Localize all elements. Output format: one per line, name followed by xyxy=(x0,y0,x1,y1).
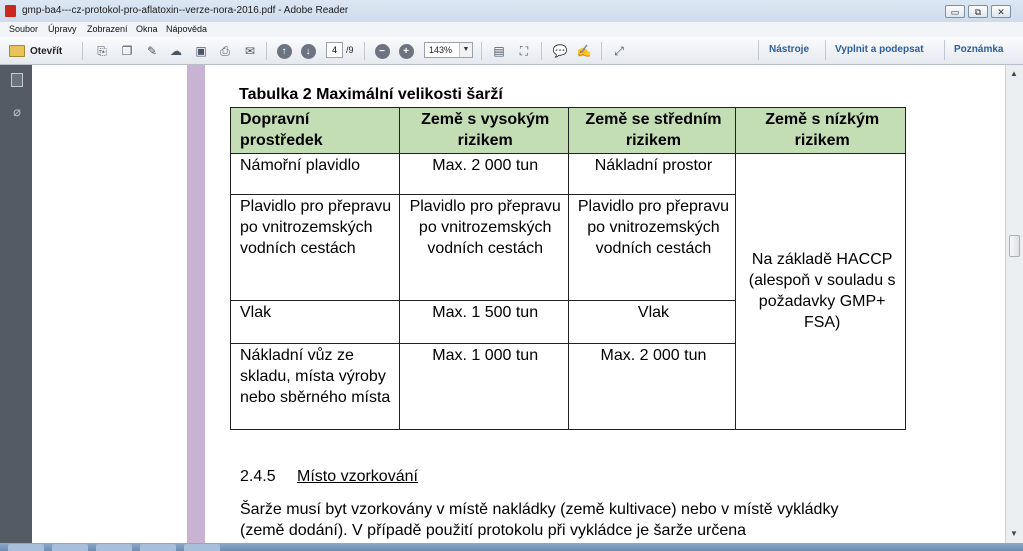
menu-soubor[interactable]: Soubor xyxy=(9,24,39,34)
prev-page-icon: ↑ xyxy=(277,44,292,59)
open-label: Otevřít xyxy=(30,45,63,57)
highlight-button[interactable] xyxy=(574,41,594,61)
table-cell: Max. 1 000 tun xyxy=(399,344,568,430)
table-cell-low-risk: Na základě HACCP (alespoň v souladu s požadavky GMP+ FSA) xyxy=(736,154,906,430)
batch-size-table xyxy=(230,107,906,430)
fit-page-icon: ▤ xyxy=(493,44,505,58)
email-icon: ✉ xyxy=(244,44,256,58)
folder-icon xyxy=(9,45,25,57)
window-titlebar xyxy=(0,0,1023,22)
toolbar-divider xyxy=(364,42,365,60)
edit-icon: ✎ xyxy=(146,44,158,58)
cloud-upload-button[interactable] xyxy=(166,41,186,61)
page-total: /9 xyxy=(346,45,354,55)
create-pdf-button[interactable] xyxy=(92,41,112,61)
toolbar-divider xyxy=(481,42,482,60)
navigation-pane xyxy=(0,65,32,551)
print-button[interactable] xyxy=(215,41,235,61)
table-cell: Námořní plavidlo xyxy=(231,154,400,195)
comment-icon: 💬 xyxy=(552,44,568,58)
taskbar-item[interactable] xyxy=(96,544,132,551)
table-cell: Plavidlo pro přepravu po vnitrozemských vodních cestách xyxy=(399,195,568,301)
scroll-down-icon[interactable]: ▼ xyxy=(1010,529,1018,538)
vertical-scrollbar[interactable] xyxy=(1005,65,1023,543)
toolbar-divider xyxy=(266,42,267,60)
table-cell: Nákladní vůz ze skladu, místa výroby nebo sběrného místa xyxy=(231,344,400,430)
page-number-input[interactable] xyxy=(326,42,343,58)
table-header-cell: Země s nízkým rizikem xyxy=(736,108,906,154)
document-view[interactable] xyxy=(32,65,1005,543)
table-cell: Plavidlo pro přepravu po vnitrozemských vodních cestách xyxy=(568,195,736,301)
cloud-upload-icon: ☁ xyxy=(170,44,182,58)
app-pdf-icon xyxy=(5,5,16,17)
email-button[interactable] xyxy=(240,41,260,61)
next-page-icon: ↓ xyxy=(301,44,316,59)
table-header-cell: Dopravní prostředek xyxy=(231,108,400,154)
attachments-icon[interactable]: ⌀ xyxy=(13,104,21,119)
window-title: gmp-ba4---cz-protokol-pro-aflatoxin--verze-nora-2016.pdf - Adobe Reader xyxy=(22,5,349,16)
table-cell: Plavidlo pro přepravu po vnitrozemských vodních cestách xyxy=(231,195,400,301)
fill-sign-link[interactable]: Vyplnit a podepsat xyxy=(835,44,924,55)
toolbar-divider xyxy=(825,40,826,60)
table-cell: Max. 2 000 tun xyxy=(399,154,568,195)
minimize-button[interactable]: ▭ xyxy=(945,5,965,18)
zoom-value: 143% xyxy=(429,45,453,55)
close-button[interactable]: ✕ xyxy=(991,5,1011,18)
zoom-select[interactable] xyxy=(424,42,473,58)
taskbar-item[interactable] xyxy=(140,544,176,551)
table-cell: Vlak xyxy=(568,301,736,344)
section-number: 2.4.5 xyxy=(240,468,276,485)
zoom-in-icon: + xyxy=(399,44,414,59)
table-header-cell: Země se středním rizikem xyxy=(568,108,736,154)
pages-panel-icon[interactable] xyxy=(11,73,23,87)
toolbar-divider xyxy=(82,42,83,60)
taskbar xyxy=(0,543,1023,551)
zoom-out-button[interactable] xyxy=(372,41,392,61)
save-button[interactable] xyxy=(191,41,211,61)
menu-zobrazeni[interactable]: Zobrazení xyxy=(87,24,128,34)
highlight-icon: ✍ xyxy=(576,44,592,58)
taskbar-item[interactable] xyxy=(184,544,220,551)
tools-link[interactable]: Nástroje xyxy=(769,44,810,55)
chevron-down-icon[interactable]: ▼ xyxy=(459,43,472,57)
comment-link[interactable]: Poznámka xyxy=(954,44,1004,55)
scroll-thumb[interactable] xyxy=(1009,235,1020,257)
restore-button[interactable]: ⧉ xyxy=(968,5,988,18)
open-button[interactable] xyxy=(9,41,62,61)
next-page-button[interactable] xyxy=(298,41,318,61)
expand-button[interactable] xyxy=(609,41,629,61)
menu-okna[interactable]: Okna xyxy=(136,24,158,34)
menu-bar xyxy=(0,22,1023,37)
full-screen-button[interactable] xyxy=(514,41,534,61)
expand-icon: ⤢ xyxy=(614,43,624,58)
taskbar-item[interactable] xyxy=(52,544,88,551)
create-pdf-icon: ⎘ xyxy=(97,43,107,58)
table-header-cell: Země s vysokým rizikem xyxy=(399,108,568,154)
scroll-up-icon[interactable]: ▲ xyxy=(1010,69,1018,78)
toolbar-divider xyxy=(541,42,542,60)
combine-icon: ❐ xyxy=(121,44,133,58)
zoom-out-icon: − xyxy=(375,44,390,59)
section-title: Místo vzorkování xyxy=(297,468,418,485)
menu-napoveda[interactable]: Nápověda xyxy=(166,24,208,34)
fit-page-button[interactable] xyxy=(489,41,509,61)
save-icon: ▣ xyxy=(195,44,207,58)
table-row xyxy=(231,154,906,195)
toolbar-divider xyxy=(758,40,759,60)
table-header-row xyxy=(231,108,906,154)
edit-button[interactable] xyxy=(142,41,162,61)
toolbar-divider xyxy=(601,42,602,60)
full-screen-icon: ⛶ xyxy=(519,43,529,58)
margin-strip xyxy=(187,65,205,543)
table-cell: Nákladní prostor xyxy=(568,154,736,195)
body-paragraph: Šarže musí byt vzorkovány v místě nakládky (země kultivace) nebo v místě vykládky (země dodání). V případě použití protokolu při vykládce je šarže určena xyxy=(240,501,839,539)
prev-page-button[interactable] xyxy=(274,41,294,61)
toolbar-divider xyxy=(944,40,945,60)
table-caption: Tabulka 2 Maximální velikosti šarží xyxy=(239,86,503,103)
zoom-in-button[interactable] xyxy=(396,41,416,61)
table-cell: Vlak xyxy=(231,301,400,344)
combine-button[interactable] xyxy=(117,41,137,61)
taskbar-item[interactable] xyxy=(8,544,44,551)
menu-upravy[interactable]: Úpravy xyxy=(48,24,77,34)
comment-button[interactable] xyxy=(550,41,570,61)
table-cell: Max. 1 500 tun xyxy=(399,301,568,344)
table-cell: Max. 2 000 tun xyxy=(568,344,736,430)
print-icon: ⎙ xyxy=(220,43,230,58)
